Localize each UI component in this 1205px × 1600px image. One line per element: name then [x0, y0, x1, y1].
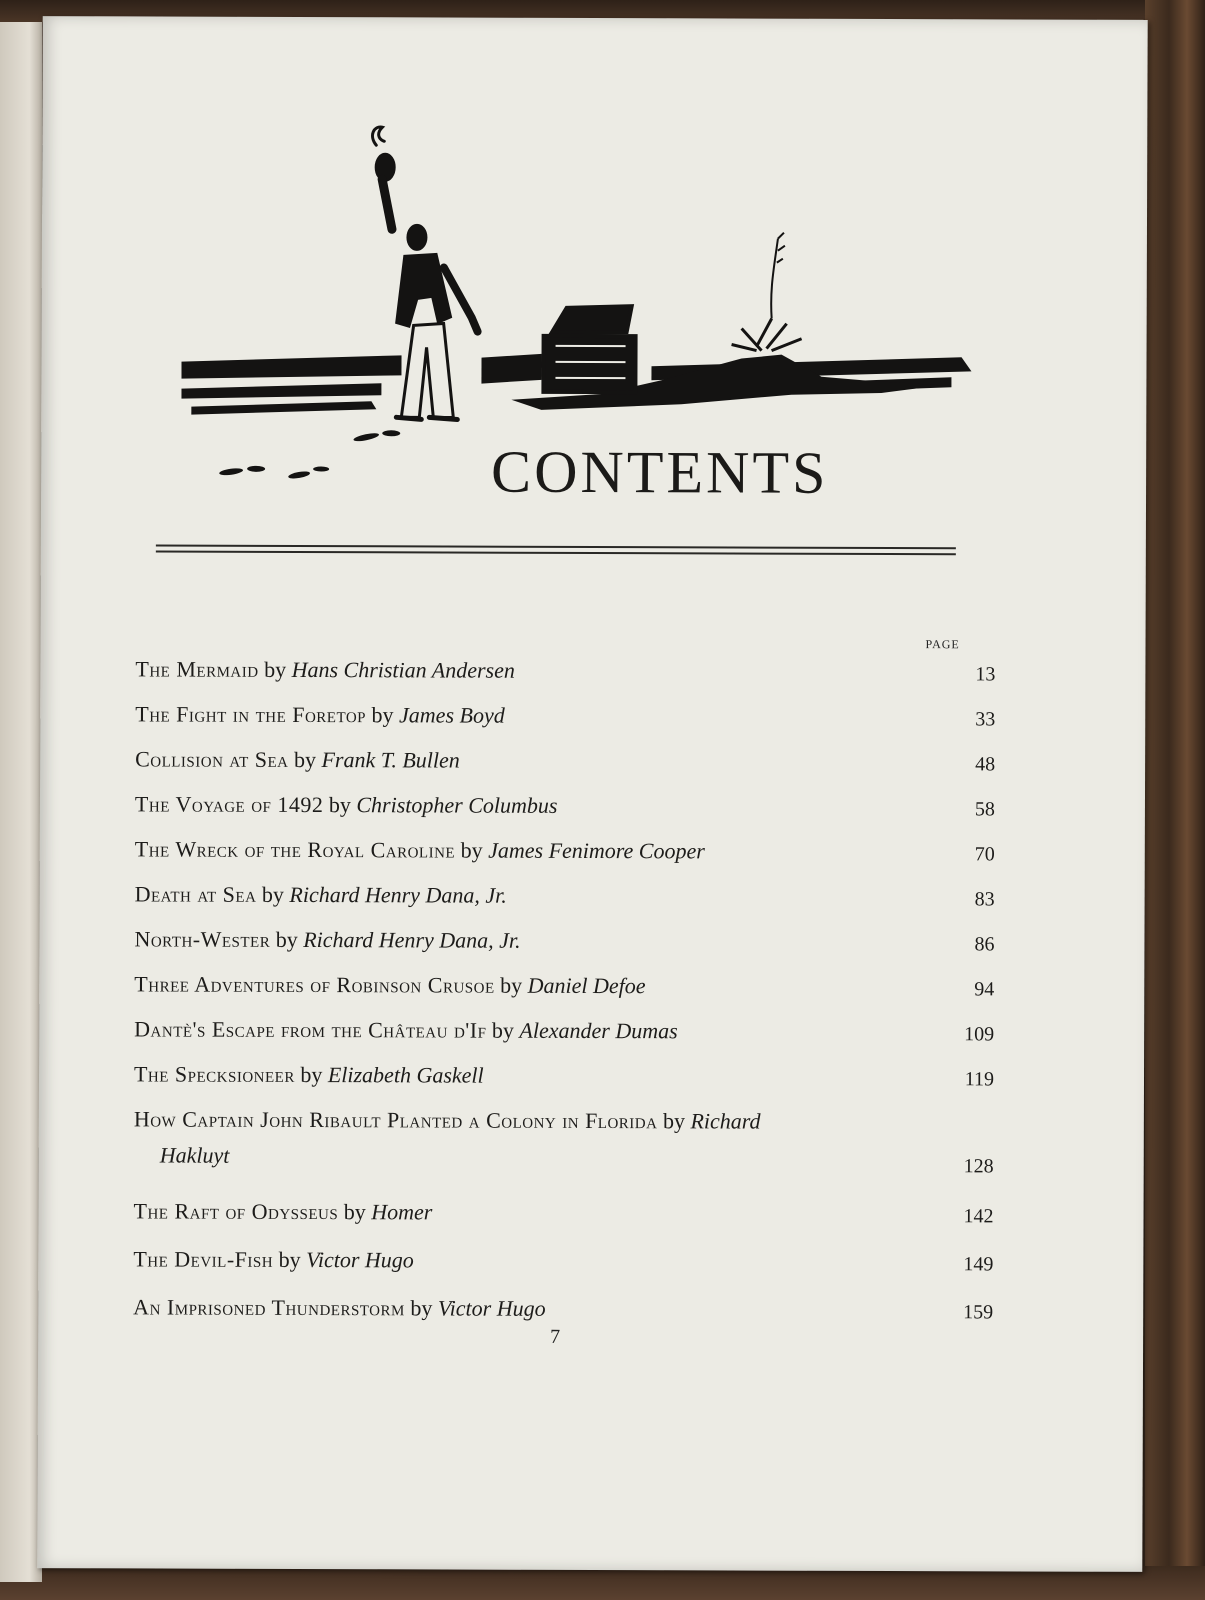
- entry-title: The Wreck of the Royal Caroline: [134, 836, 456, 863]
- list-item: [134, 971, 994, 1000]
- entry-author: Homer: [371, 1199, 433, 1225]
- entry-by: by: [300, 1061, 323, 1088]
- entry-title: An Imprisoned Thunderstorm: [133, 1294, 405, 1321]
- list-item: [133, 1198, 993, 1227]
- list-item: [135, 656, 995, 685]
- entry-author: Richard: [690, 1108, 761, 1134]
- entry-page: 48: [975, 753, 996, 776]
- entry-title: The Raft of Odysseus: [133, 1198, 339, 1225]
- list-item: [135, 791, 995, 820]
- entry-author: Victor Hugo: [306, 1247, 414, 1273]
- entry-page: 70: [974, 843, 995, 866]
- entry-page: 142: [963, 1205, 994, 1228]
- entry-title: The Voyage of 1492: [134, 791, 324, 818]
- list-item: [133, 1106, 994, 1178]
- facing-page-edge: [0, 22, 42, 1582]
- list-item: [134, 1061, 994, 1090]
- entry-page: 119: [964, 1068, 995, 1091]
- entry-page: 109: [964, 1023, 995, 1046]
- contents-list: [133, 656, 996, 1324]
- list-item: [134, 1016, 994, 1045]
- entry-by: by: [491, 1017, 514, 1043]
- entry-by: by: [500, 972, 523, 998]
- entry-page: 33: [975, 708, 996, 731]
- entry-title: The Fight in the Foretop: [135, 701, 367, 728]
- entry-by: by: [261, 881, 284, 907]
- entry-by: by: [264, 656, 287, 682]
- list-item: [135, 836, 995, 865]
- entry-page: 159: [963, 1301, 994, 1324]
- entry-author-continued: Hakluyt: [159, 1142, 230, 1168]
- list-item: [135, 701, 995, 730]
- entry-author: Frank T. Bullen: [321, 747, 460, 773]
- entry-page: 13: [975, 663, 996, 686]
- entry-title: The Devil-Fish: [133, 1246, 274, 1272]
- page-column-label: PAGE: [925, 637, 960, 652]
- entry-title: Collision at Sea: [135, 746, 289, 772]
- entry-author: Richard Henry Dana, Jr.: [303, 926, 521, 953]
- entry-by: by: [328, 792, 351, 818]
- entry-by: by: [278, 1246, 301, 1272]
- entry-author: Christopher Columbus: [356, 792, 558, 818]
- entry-by: by: [460, 837, 483, 863]
- double-rule-bottom: [156, 550, 956, 555]
- contents-heading: CONTENTS: [491, 438, 829, 506]
- table-surface-right: [1145, 0, 1205, 1600]
- entry-author: Victor Hugo: [437, 1295, 546, 1321]
- entry-by: by: [371, 702, 394, 728]
- entry-title: North-Wester: [134, 926, 271, 952]
- list-item: [133, 1294, 993, 1323]
- entry-by: by: [662, 1108, 686, 1134]
- entry-by: by: [343, 1199, 366, 1225]
- list-item: [135, 746, 995, 775]
- entry-by: by: [275, 926, 298, 952]
- entry-author: Alexander Dumas: [519, 1017, 678, 1044]
- entry-page: 86: [974, 933, 995, 956]
- entry-title: The Mermaid: [135, 656, 259, 682]
- page-number: 7: [550, 1325, 561, 1348]
- entry-page: 149: [963, 1253, 994, 1276]
- entry-title: Dantè's Escape from the Château d'If: [134, 1016, 487, 1043]
- entry-author: James Boyd: [399, 702, 505, 728]
- entry-title: Three Adventures of Robinson Crusoe: [134, 971, 495, 998]
- entry-page: 83: [974, 888, 995, 911]
- list-item: [134, 926, 994, 955]
- double-rule-top: [156, 544, 956, 549]
- entry-by: by: [293, 746, 317, 773]
- entry-author: Hans Christian Andersen: [291, 656, 515, 683]
- book-page: [37, 16, 1147, 1572]
- entry-title: Death at Sea: [134, 881, 257, 907]
- entry-page: 128: [963, 1155, 994, 1178]
- entry-author: James Fenimore Cooper: [488, 837, 705, 864]
- list-item: [133, 1246, 993, 1275]
- entry-title: The Specksioneer: [133, 1061, 295, 1087]
- entry-title: How Captain John Ribault Planted a Colony in Florida: [133, 1106, 658, 1134]
- entry-author: Elizabeth Gaskell: [327, 1062, 484, 1088]
- entry-by: by: [410, 1295, 433, 1321]
- entry-page: 94: [974, 978, 995, 1001]
- list-item: [135, 881, 995, 910]
- entry-page: 58: [974, 798, 995, 821]
- entry-author: Richard Henry Dana, Jr.: [289, 881, 507, 908]
- entry-author: Daniel Defoe: [527, 972, 646, 999]
